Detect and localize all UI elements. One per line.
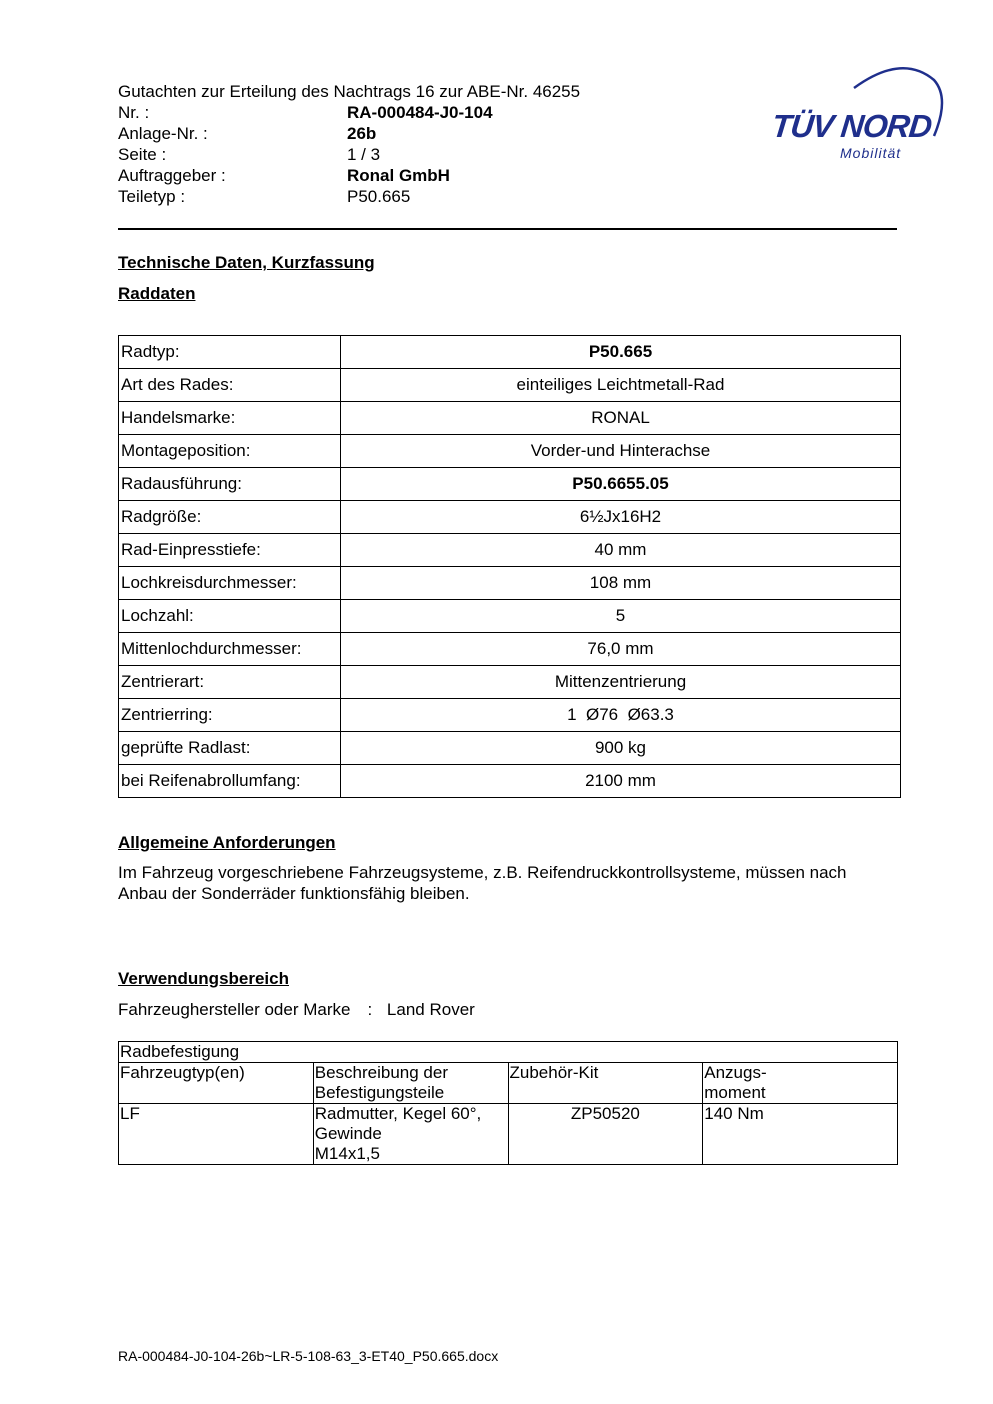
header-row-nr	[118, 102, 638, 123]
table-row	[119, 435, 901, 468]
table-row	[119, 336, 901, 369]
table-row	[119, 666, 901, 699]
header-value: Ronal GmbH	[347, 166, 450, 185]
row-label: Radgröße:	[119, 501, 341, 534]
table-row	[119, 402, 901, 435]
row-value: 900 kg	[341, 732, 901, 765]
heading-allgemeine-anforderungen: Allgemeine Anforderungen	[118, 833, 336, 852]
column-header: Anzugs- moment	[703, 1063, 898, 1104]
fastening-title: Radbefestigung	[119, 1042, 898, 1063]
table-row	[119, 765, 901, 798]
header-row-teiletyp	[118, 186, 638, 207]
row-value: 76,0 mm	[341, 633, 901, 666]
table-row	[119, 699, 901, 732]
table-row	[119, 369, 901, 402]
row-value: 6½Jx16H2	[341, 501, 901, 534]
row-label: Lochkreisdurchmesser:	[119, 567, 341, 600]
header-value: 1 / 3	[347, 145, 381, 164]
document-title: Gutachten zur Erteilung des Nachtrags 16 zur ABE-Nr. 46255	[118, 82, 581, 101]
table-row	[119, 567, 901, 600]
row-value: 2100 mm	[341, 765, 901, 798]
row-value: P50.6655.05	[341, 468, 901, 501]
row-label: Zentrierring:	[119, 699, 341, 732]
row-label: bei Reifenabrollumfang:	[119, 765, 341, 798]
row-value: 40 mm	[341, 534, 901, 567]
table-row	[119, 501, 901, 534]
row-value: Mittenzentrierung	[341, 666, 901, 699]
row-label: Lochzahl:	[119, 600, 341, 633]
header-value: 26b	[347, 124, 377, 143]
row-label: Art des Rades:	[119, 369, 341, 402]
manufacturer-label: Fahrzeughersteller oder Marke	[118, 1000, 351, 1019]
column-header: Fahrzeugtyp(en)	[119, 1063, 314, 1104]
row-label: Radtyp:	[119, 336, 341, 369]
header-row-anlage	[118, 123, 638, 144]
row-value: RONAL	[341, 402, 901, 435]
row-label: Montageposition:	[119, 435, 341, 468]
footer-filename: RA-000484-J0-104-26b~LR-5-108-63_3-ET40_P50.665.docx	[118, 1348, 499, 1364]
logo-wordmark: TÜV NORD	[770, 108, 934, 144]
wheel-data-table	[118, 335, 901, 798]
header-value: P50.665	[347, 187, 411, 206]
header-value: RA-000484-J0-104	[347, 103, 493, 122]
row-value: 1 Ø76 Ø63.3	[341, 699, 901, 732]
header-row-seite	[118, 144, 638, 165]
row-label: Handelsmarke:	[119, 402, 341, 435]
manufacturer-separator: :	[367, 1000, 373, 1019]
row-label: geprüfte Radlast:	[119, 732, 341, 765]
row-label: Mittenlochdurchmesser:	[119, 633, 341, 666]
heading-raddaten: Raddaten	[118, 284, 196, 303]
header-label: Seite :	[118, 145, 167, 164]
row-value: P50.665	[341, 336, 901, 369]
tuev-nord-logo	[762, 58, 952, 168]
table-cell: ZP50520	[508, 1104, 703, 1165]
row-label: Radausführung:	[119, 468, 341, 501]
fastening-table	[118, 1041, 898, 1165]
manufacturer-value: Land Rover	[386, 1000, 475, 1019]
table-row	[119, 600, 901, 633]
table-row	[119, 534, 901, 567]
column-header: Zubehör-Kit	[508, 1063, 703, 1104]
table-cell: Radmutter, Kegel 60°, Gewinde M14x1,5	[313, 1104, 508, 1165]
logo-subtitle: Mobilität	[840, 145, 902, 161]
heading-technische-daten: Technische Daten, Kurzfassung	[118, 253, 375, 272]
header-divider	[118, 228, 897, 230]
header-label: Teiletyp :	[118, 187, 186, 206]
header-label: Auftraggeber :	[118, 166, 226, 185]
heading-verwendungsbereich: Verwendungsbereich	[118, 969, 289, 988]
table-title-row	[119, 1042, 898, 1063]
table-row	[119, 468, 901, 501]
row-value: 108 mm	[341, 567, 901, 600]
table-row	[119, 1104, 898, 1165]
allgemeine-text: Im Fahrzeug vorgeschriebene Fahrzeugsysteme, z.B. Reifendruckkontrollsysteme, müssen nach Anbau der Sonderräder funktionsfähig bleiben.	[118, 863, 847, 903]
row-label: Rad-Einpresstiefe:	[119, 534, 341, 567]
vehicle-manufacturer-line	[118, 999, 475, 1020]
column-header: Beschreibung der Befestigungsteile	[313, 1063, 508, 1104]
table-cell: LF	[119, 1104, 314, 1165]
row-value: 5	[341, 600, 901, 633]
table-cell: 140 Nm	[703, 1104, 898, 1165]
table-row	[119, 633, 901, 666]
row-label: Zentrierart:	[119, 666, 341, 699]
table-header-row	[119, 1063, 898, 1104]
row-value: Vorder-und Hinterachse	[341, 435, 901, 468]
table-row	[119, 732, 901, 765]
header-row-auftraggeber	[118, 165, 638, 186]
header-label: Anlage-Nr. :	[118, 124, 208, 143]
row-value: einteiliges Leichtmetall-Rad	[341, 369, 901, 402]
header-label: Nr. :	[118, 103, 150, 122]
